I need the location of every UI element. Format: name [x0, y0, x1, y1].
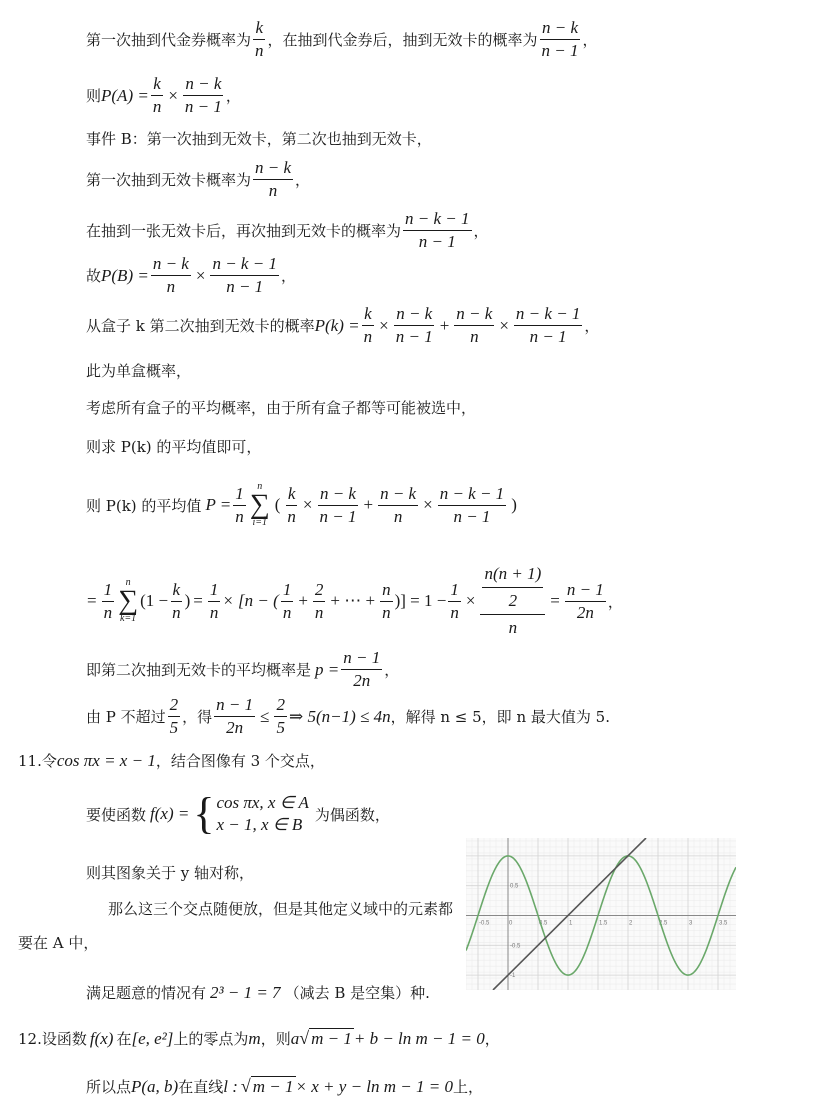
text: 所以点 [86, 1078, 132, 1096]
op: × [195, 265, 206, 285]
line-11 [86, 482, 520, 528]
line-2 [86, 74, 241, 117]
math: × [n − ( [222, 591, 279, 610]
fraction: $\frac{1}{n}$ [103, 579, 113, 622]
math: + b − ln m − 1 = 0 [353, 1028, 485, 1048]
line-6 [86, 254, 296, 297]
text: ，解得 n ≤ 5，即 n 最大值为 5. [390, 708, 610, 726]
text: ，得 [182, 708, 213, 726]
line-12 [84, 562, 623, 640]
math: (1 − [140, 591, 169, 610]
fraction: $\frac{n - 1}{2n}$ [566, 579, 604, 622]
text: ， [584, 317, 600, 335]
q11-line-5 [18, 932, 98, 953]
fraction: $\frac{n - k}{n - 1}$ [541, 18, 579, 60]
text: 上， [452, 1078, 483, 1096]
op: ( [274, 495, 281, 514]
fraction: $\frac{2}{n}$ [314, 579, 324, 622]
x-tick-label: 0 [509, 920, 513, 927]
op: = [550, 591, 560, 610]
q11-line-6 [86, 982, 430, 1003]
text: 上的零点为 [173, 1030, 249, 1048]
text: （减去 B 是空集）种. [284, 984, 430, 1002]
math: a [290, 1028, 300, 1048]
op: + ⋯ + [330, 591, 376, 610]
text: ，结合图像有 3 个交点， [155, 752, 325, 770]
x-tick-label: 1.5 [599, 920, 608, 927]
line-5 [86, 209, 489, 252]
q11-line-3 [86, 862, 254, 883]
text: 则 P(k) 的平均值 [86, 496, 202, 515]
text: 11.令 [18, 752, 57, 770]
text: ， [384, 661, 400, 679]
text: 则 [86, 87, 102, 105]
fraction: $\frac{n - k - 1}{n - 1}$ [212, 254, 277, 296]
text: 考虑所有盒子的平均概率，由于所有盒子都等可能被选中， [86, 399, 477, 417]
op: × [423, 495, 433, 514]
text: 在抽到一张无效卡后，再次抽到无效卡的概率为 [86, 222, 402, 240]
fraction: $\frac{n}{n}$ [382, 579, 391, 622]
text: ，在抽到代金券后，抽到无效卡的概率为 [267, 31, 538, 49]
fraction: $\frac{n - k - 1}{n - 1}$ [515, 304, 581, 346]
function-graph [466, 838, 736, 990]
text: ，则 [260, 1030, 291, 1048]
line-7 [86, 304, 599, 347]
math: cos πx = x − 1 [56, 750, 156, 770]
x-tick-label: 0.5 [539, 920, 548, 927]
text: 要在 A 中， [18, 934, 99, 952]
line-14 [86, 695, 610, 738]
text: 故 [86, 267, 102, 285]
text: 则其图象关于 y 轴对称， [86, 864, 255, 882]
q13-line [86, 1076, 483, 1097]
line-8 [86, 360, 191, 381]
q11-line-4 [108, 898, 453, 919]
text: 第一次抽到无效卡概率为 [86, 171, 252, 189]
math: ) [184, 591, 191, 610]
q11-line-1 [18, 750, 325, 771]
fraction: $\frac{n - k - 1}{n - 1}$ [405, 209, 470, 251]
x-tick-label: 2.5 [659, 920, 668, 927]
graph-background [466, 838, 736, 990]
math: P(A) = [101, 85, 149, 105]
fraction: $\frac{n - k}{n - 1}$ [184, 74, 222, 116]
text: 即第二次抽到无效卡的平均概率是 [86, 661, 312, 679]
math: l : [223, 1076, 238, 1096]
text: 此为单盒概率， [86, 362, 192, 380]
op: + [363, 495, 374, 514]
math: 2³ − 1 = 7 [210, 982, 281, 1002]
text: 第一次抽到代金券概率为 [86, 31, 252, 49]
op: ) [511, 495, 517, 514]
line-9 [86, 397, 476, 418]
piecewise-brace: { cos πx, x ∈ A x − 1, x ∈ B [193, 789, 309, 838]
text: 在 [116, 1030, 132, 1048]
fraction: $\frac{k}{n}$ [152, 74, 162, 116]
fraction: $\frac{1}{n}$ [209, 579, 219, 622]
fraction: $\frac{1}{n}$ [235, 483, 244, 526]
text: ， [473, 222, 489, 240]
sqrt: √ m − 1 [299, 1028, 352, 1048]
math: m [248, 1028, 261, 1048]
op: + [298, 591, 308, 610]
sum-symbol: n ∑ i=1 [249, 481, 270, 528]
q11-line-2 [86, 789, 390, 838]
text: ， [582, 31, 598, 49]
fraction: $\frac{k}{n}$ [287, 483, 296, 526]
sum-symbol: n ∑ k=1 [118, 577, 139, 624]
x-tick-label: 3 [689, 920, 693, 927]
text: ， [225, 87, 241, 105]
math: × x + y − ln m − 1 = 0 [295, 1076, 453, 1096]
line-13 [86, 648, 399, 691]
op: × [168, 85, 178, 105]
op: = [193, 591, 203, 610]
x-tick-label: 1 [569, 920, 573, 927]
y-tick-label: 0.5 [510, 883, 519, 890]
text: ， [280, 267, 296, 285]
nested-fraction: $\frac{\frac{n(n + 1)}{2}}{n}$ [480, 562, 545, 640]
x-tick-label: -0.5 [479, 920, 490, 927]
fraction: $\frac{n - k}{n}$ [380, 483, 417, 526]
op: ≤ [260, 706, 270, 726]
text: ， [607, 592, 623, 611]
fraction-k-over-n: $\frac{k}{n}$ [255, 18, 264, 60]
fraction: $\frac{n - k}{n - 1}$ [319, 483, 357, 526]
q12-line-1 [18, 1028, 500, 1049]
line-3 [86, 128, 432, 148]
fraction: $\frac{1}{n}$ [450, 579, 459, 622]
y-tick-label: -1 [510, 973, 516, 980]
text: 要使函数 [86, 805, 147, 824]
text: 则求 P(k) 的平均值即可， [86, 438, 262, 456]
sqrt: √ m − 1 [240, 1076, 294, 1096]
math: ⇒ 5(n−1) ≤ 4n [288, 706, 391, 726]
text: 满足题意的情况有 [86, 984, 207, 1002]
text: 那么这三个交点随便放，但是其他定义域中的元素都 [108, 900, 454, 918]
text: ， [295, 171, 311, 189]
fraction: $\frac{n - 1}{2n}$ [343, 648, 381, 690]
math: [e, e²] [131, 1028, 174, 1048]
y-tick-label: -0.5 [510, 943, 521, 950]
math: P(k) = [314, 315, 360, 335]
line-4 [86, 158, 310, 201]
fraction: $\frac{n - k - 1}{n - 1}$ [439, 483, 505, 526]
line-10 [86, 436, 261, 457]
text: 从盒子 k 第二次抽到无效卡的概率 [86, 317, 315, 335]
math: P = [205, 495, 232, 514]
text: 事件 B：第一次抽到无效卡，第二次也抽到无效卡， [86, 129, 432, 148]
text: 为偶函数， [314, 805, 390, 824]
math: P(a, b) [131, 1076, 179, 1096]
fraction: $\frac{n - k}{n}$ [456, 304, 493, 346]
text: 在直线 [178, 1078, 224, 1096]
text: 12.设函数 [18, 1030, 87, 1048]
math: P(B) = [101, 265, 149, 285]
fraction: $\frac{n - k}{n - 1}$ [395, 304, 433, 346]
op: × [302, 495, 313, 514]
fraction: $\frac{n - 1}{2n}$ [216, 695, 254, 737]
op: × [465, 591, 476, 610]
fraction: $\frac{2}{5}$ [276, 695, 285, 737]
text: ， [484, 1030, 500, 1048]
op: × [499, 315, 509, 335]
math: f(x) = [150, 804, 190, 823]
fraction: $\frac{k}{n}$ [363, 304, 373, 346]
op: = [87, 591, 97, 610]
x-tick-label: 3.5 [719, 920, 728, 927]
math: )] = 1 − [394, 591, 447, 610]
op: + [439, 315, 450, 335]
fraction: $\frac{2}{5}$ [169, 695, 179, 737]
fraction: $\frac{1}{n}$ [282, 579, 292, 622]
fraction: $\frac{n - k}{n}$ [255, 158, 292, 200]
fraction: $\frac{n - k}{n}$ [152, 254, 189, 296]
fraction: $\frac{k}{n}$ [172, 579, 181, 622]
math: p = [315, 659, 340, 679]
text: 由 P 不超过 [86, 708, 166, 726]
x-tick-label: 2 [629, 920, 633, 927]
op: × [379, 315, 389, 335]
math: f(x) [89, 1028, 114, 1048]
line-1 [86, 18, 598, 61]
